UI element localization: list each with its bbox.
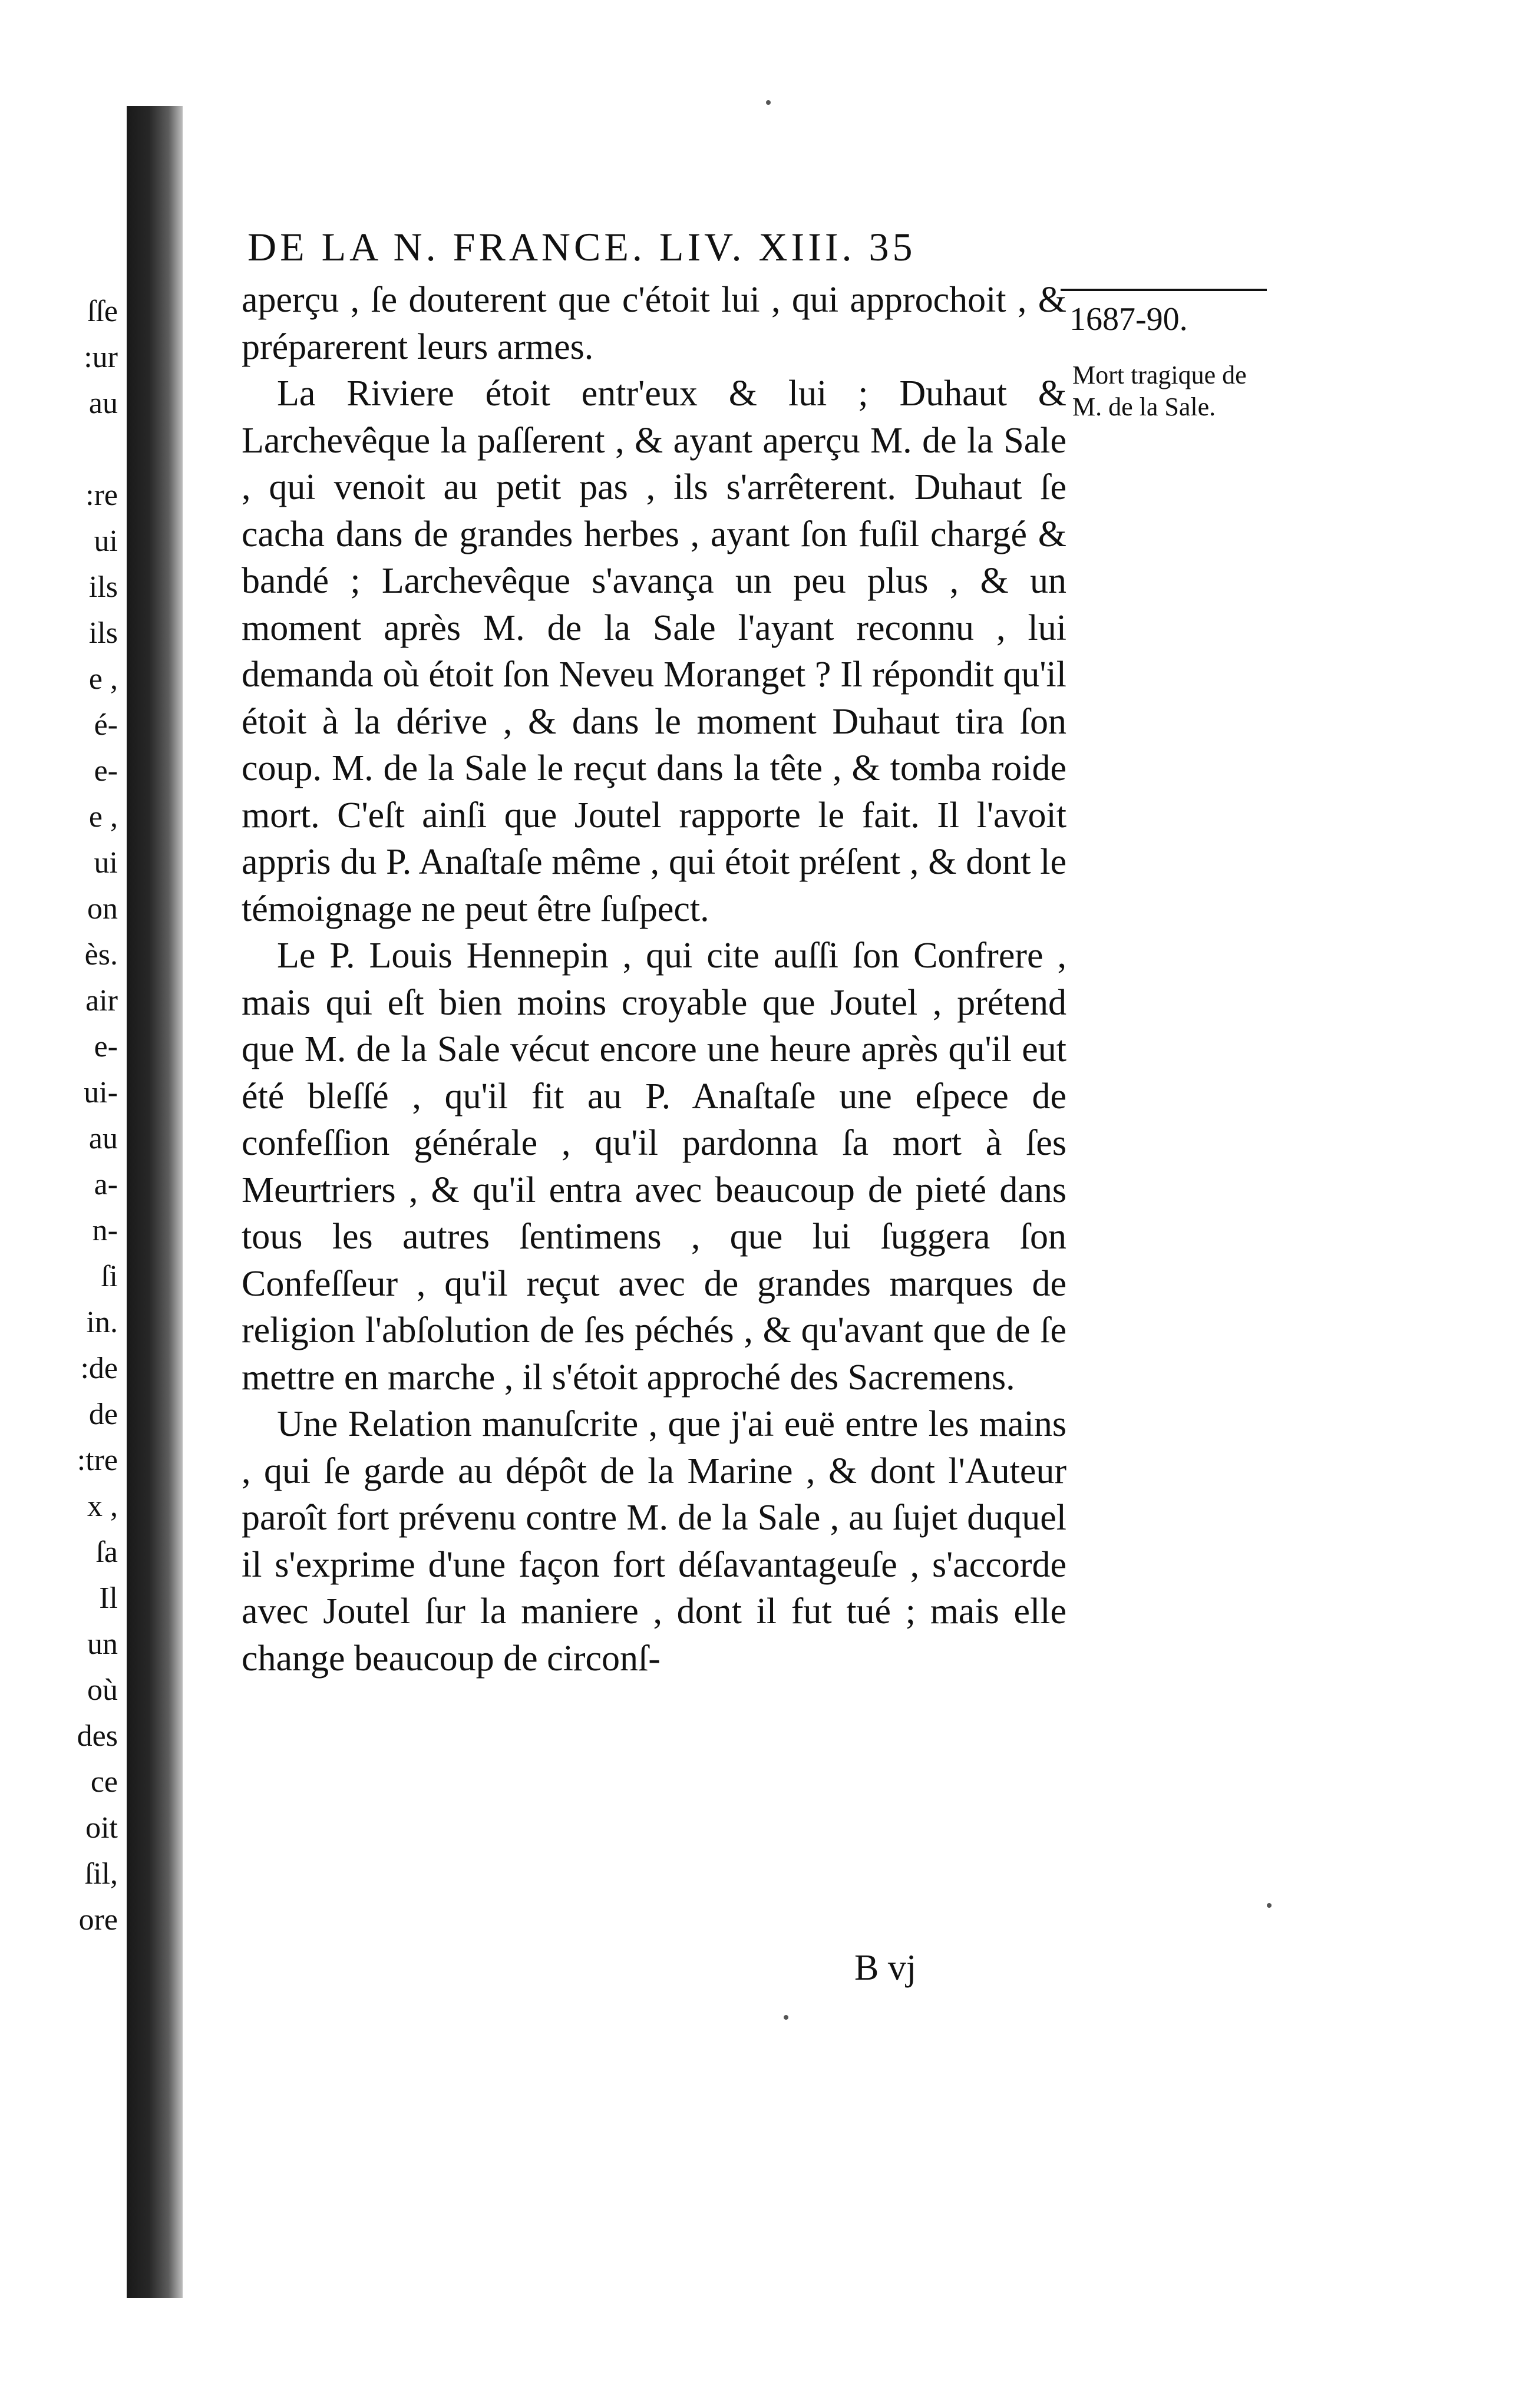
fragment-line: e , [88, 800, 118, 834]
fragment-line: Il [99, 1581, 118, 1615]
fragment-line: oit [85, 1811, 118, 1845]
fragment-line: on [87, 892, 118, 926]
fragment-line: ui [94, 846, 118, 880]
paragraph: Une Relation manuſcrite , que j'ai euë entre les mains , qui ſe garde au dépôt de la Marine , & dont l'Auteur paroît fort prévenu contre M. de la Sale , au ſujet duquel il s'exprime d'une façon fort déſavantageuſe , s'accorde avec Joutel ſur la maniere , dont il fut tué ; mais elle change beaucoup de circonſ- [242, 1404, 1066, 1679]
fragment-line: air [85, 984, 118, 1018]
fragment-line: ui- [84, 1076, 118, 1109]
fragment-line: x , [87, 1489, 118, 1523]
fragment-line: où [87, 1673, 118, 1707]
fragment-line: :tre [77, 1444, 118, 1477]
fragment-line: é- [94, 708, 118, 742]
fragment-line [35, 427, 118, 473]
facing-page-fragments [35, 289, 118, 1943]
fragment-line: de [88, 1398, 118, 1431]
running-head: DE LA N. FRANCE. LIV. XIII. 35 [247, 224, 916, 269]
fragment-line: ils [88, 570, 118, 604]
fragment-line: ui [94, 524, 118, 558]
fragment-line: :de [80, 1352, 118, 1385]
body-text [242, 277, 1066, 1682]
binding-gutter [127, 106, 183, 2298]
fragment-line: e- [94, 754, 118, 788]
fragment-line: :re [85, 478, 118, 512]
ink-speck [766, 100, 771, 105]
fragment-line: :ur [84, 341, 118, 374]
fragment-line: e , [88, 662, 118, 696]
ink-speck [1267, 1903, 1272, 1908]
catchword: B vj [854, 1948, 917, 1988]
paragraph: Le P. Louis Hennepin , qui cite auſſi ſon Confrere , mais qui eſt bien moins croyable que Joutel , prétend que M. de la Sale vécut encore une heure après qu'il eut été bleſſé , qu'il fit au P. Anaſtaſe une eſpece de confeſſion générale , qu'il pardonna ſa mort à ſes Meurtriers , & qu'il entra avec beaucoup de pieté dans tous les autres ſentimens , que lui ſuggera ſon Confeſſeur , qu'il reçut avec de grandes marques de religion l'abſolution de ſes péchés , & qu'avant que de ſe mettre en marche , il s'étoit approché des Sacremens. [242, 936, 1066, 1398]
fragment-line: au [88, 1122, 118, 1155]
fragment-line: au [88, 387, 118, 420]
header-rule [1061, 289, 1267, 291]
fragment-line: ſa [95, 1535, 118, 1569]
fragment-line: ès. [84, 938, 118, 972]
paragraph: La Riviere étoit entr'eux & lui ; Duhaut & Larchevêque la paſſerent , & ayant aperçu M. de la Sale , qui venoit au petit pas , ils s'arrêterent. Duhaut ſe cacha dans de grandes herbes , ayant ſon fuſil chargé & bandé ; Larchevêque s'avança un peu plus , & un moment après M. de la Sale l'ayant reconnu , lui demanda où étoit ſon Neveu Moranget ? Il répondit qu'il étoit à la dérive , & dans le moment Duhaut tira ſon coup. M. de la Sale le reçut dans la tête , & tomba roide mort. C'eſt ainſi que Joutel rapporte le fait. Il l'avoit appris du P. Anaſtaſe même , qui étoit préſent , & dont le témoignage ne peut être ſuſpect. [242, 374, 1066, 929]
fragment-line: ſi [101, 1260, 118, 1293]
paragraph: aperçu , ſe douterent que c'étoit lui , qui approchoit , & préparerent leurs armes. [242, 280, 1066, 367]
ink-speck [784, 2015, 788, 2020]
fragment-line: ils [88, 616, 118, 650]
fragment-line: ce [90, 1765, 118, 1799]
fragment-line: in. [86, 1306, 118, 1339]
fragment-line: a- [94, 1168, 118, 1201]
fragment-line: des [77, 1719, 118, 1753]
fragment-line: n- [92, 1214, 118, 1247]
margin-note: Mort tragique de M. de la Sale. [1072, 361, 1247, 421]
fragment-line: ſil, [84, 1857, 118, 1891]
fragment-line: e- [94, 1030, 118, 1063]
fragment-line: un [87, 1627, 118, 1661]
margin-date: 1687-90. [1069, 301, 1188, 338]
fragment-line: ſſe [87, 295, 118, 328]
fragment-line: ore [78, 1903, 118, 1937]
